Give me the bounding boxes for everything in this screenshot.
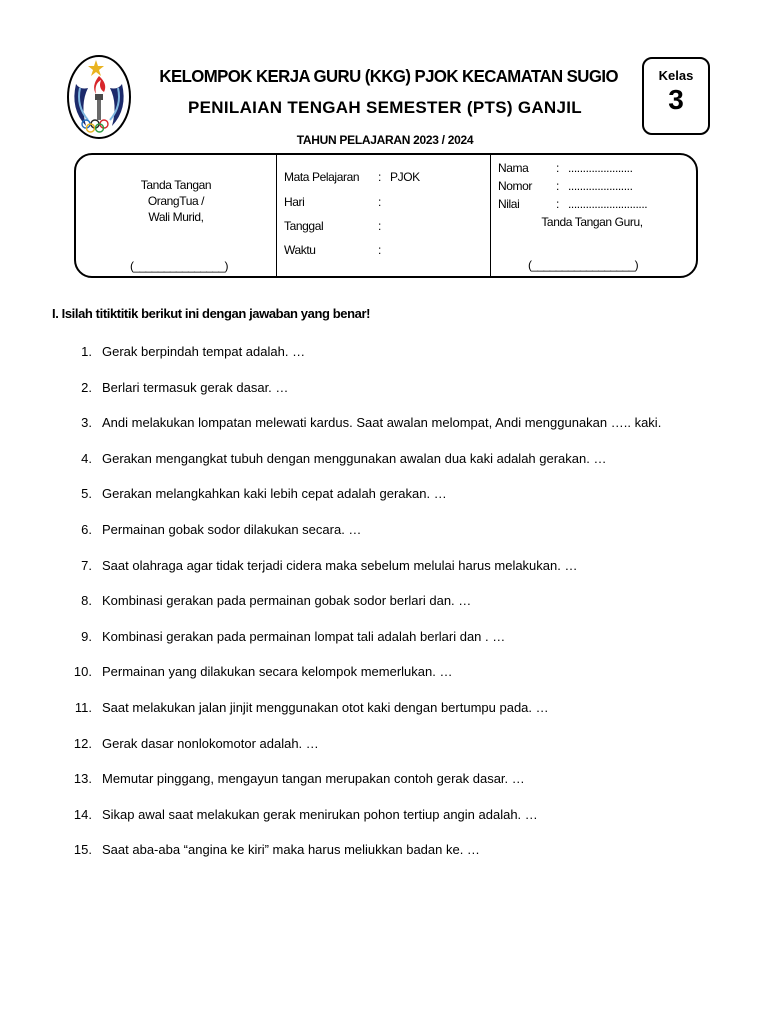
student-sep-score: : bbox=[556, 197, 559, 211]
question-text: Sikap awal saat melakukan gerak menirukan pohon tertiup angin adalah. … bbox=[102, 806, 538, 822]
question-text: Permainan gobak sodor dilakukan secara. … bbox=[102, 522, 362, 537]
divider-right bbox=[490, 155, 491, 276]
question-number: 1. bbox=[81, 344, 92, 359]
question-number: 10. bbox=[73, 664, 92, 680]
question-text: Gerak berpindah tempat adalah. … bbox=[102, 344, 306, 359]
field-label-date: Tanggal bbox=[284, 219, 324, 233]
question-text: Saat aba-aba “angina ke kiri” maka harus meliukkan badan ke. … bbox=[102, 842, 480, 858]
question-text: Kombinasi gerakan pada permainan gobak sodor berlari dan. … bbox=[102, 593, 472, 609]
question-text: Gerakan mengangkat tubuh dengan menggunakan awalan dua kaki adalah gerakan. … bbox=[102, 450, 607, 466]
class-box bbox=[642, 57, 710, 135]
question-number: 11. bbox=[74, 700, 92, 715]
field-sep-subject: : bbox=[378, 170, 381, 184]
question-number: 7. bbox=[81, 557, 92, 573]
teacher-signature-label: Tanda Tangan Guru, bbox=[541, 215, 643, 229]
field-sep-day: : bbox=[378, 195, 381, 209]
question-text: Saat olahraga agar tidak terjadi cidera maka sebelum melulai harus melakukan. … bbox=[102, 557, 578, 573]
student-label-score: Nilai bbox=[498, 197, 520, 211]
parent-signature-label: Tanda Tangan OrangTua / Wali Murid, bbox=[140, 178, 212, 224]
question-number: 3. bbox=[81, 415, 92, 431]
class-number: 3 bbox=[668, 84, 684, 115]
field-value-subject: PJOK bbox=[390, 170, 420, 184]
student-label-name: Nama bbox=[498, 161, 529, 175]
question-text: Kombinasi gerakan pada permainan lompat tali adalah berlari dan . … bbox=[102, 628, 506, 644]
question-number: 4. bbox=[81, 450, 92, 466]
section-heading: I. Isilah titiktitik berikut ini dengan jawaban yang benar! bbox=[52, 306, 371, 321]
field-label-subject: Mata Pelajaran bbox=[284, 170, 360, 184]
kkg-logo-emblem bbox=[66, 54, 132, 140]
student-sep-number: : bbox=[556, 179, 559, 193]
question-number: 5. bbox=[81, 486, 92, 502]
class-label: Kelas bbox=[658, 68, 694, 83]
header-organization: KELOMPOK KERJA GURU (KKG) PJOK KECAMATAN SUGIO bbox=[159, 66, 618, 86]
header-school-year: TAHUN PELAJARAN 2023 / 2024 bbox=[296, 133, 474, 147]
question-text: Permainan yang dilakukan secara kelompok memerlukan. … bbox=[102, 664, 453, 680]
question-number: 15. bbox=[73, 842, 92, 858]
teacher-signature-line: (_________________) bbox=[528, 258, 639, 272]
question-number: 14. bbox=[73, 806, 92, 822]
student-info-box bbox=[74, 153, 698, 278]
student-value-number: ...................... bbox=[568, 179, 633, 193]
header-exam-title: PENILAIAN TENGAH SEMESTER (PTS) GANJIL bbox=[188, 98, 582, 117]
field-sep-date: : bbox=[378, 219, 381, 233]
student-value-name: ...................... bbox=[568, 161, 633, 175]
question-text: Memutar pinggang, mengayun tangan merupakan contoh gerak dasar. … bbox=[102, 771, 525, 787]
field-label-time: Waktu bbox=[284, 243, 316, 257]
student-sep-name: : bbox=[556, 161, 559, 175]
divider-left bbox=[276, 155, 277, 276]
question-text: Berlari termasuk gerak dasar. … bbox=[102, 379, 289, 395]
question-number: 2. bbox=[81, 379, 92, 395]
question-number: 13. bbox=[73, 771, 92, 787]
question-text: Saat melakukan jalan jinjit menggunakan otot kaki dengan bertumpu pada. … bbox=[102, 700, 549, 715]
question-text: Gerak dasar nonlokomotor adalah. … bbox=[102, 735, 319, 751]
question-number: 9. bbox=[81, 628, 92, 644]
question-number: 12. bbox=[73, 735, 92, 751]
question-number: 8. bbox=[81, 593, 92, 609]
question-text: Gerakan melangkahkan kaki lebih cepat adalah gerakan. … bbox=[102, 486, 447, 502]
question-number: 6. bbox=[81, 522, 92, 537]
student-label-number: Nomor bbox=[498, 179, 533, 193]
field-sep-time: : bbox=[378, 243, 381, 257]
parent-signature-line: (_______________) bbox=[130, 259, 228, 273]
question-text: Andi melakukan lompatan melewati kardus. Saat awalan melompat, Andi menggunakan ….. kaki. bbox=[102, 415, 662, 431]
field-label-day: Hari bbox=[284, 195, 305, 209]
student-value-score: ........................... bbox=[568, 197, 648, 211]
